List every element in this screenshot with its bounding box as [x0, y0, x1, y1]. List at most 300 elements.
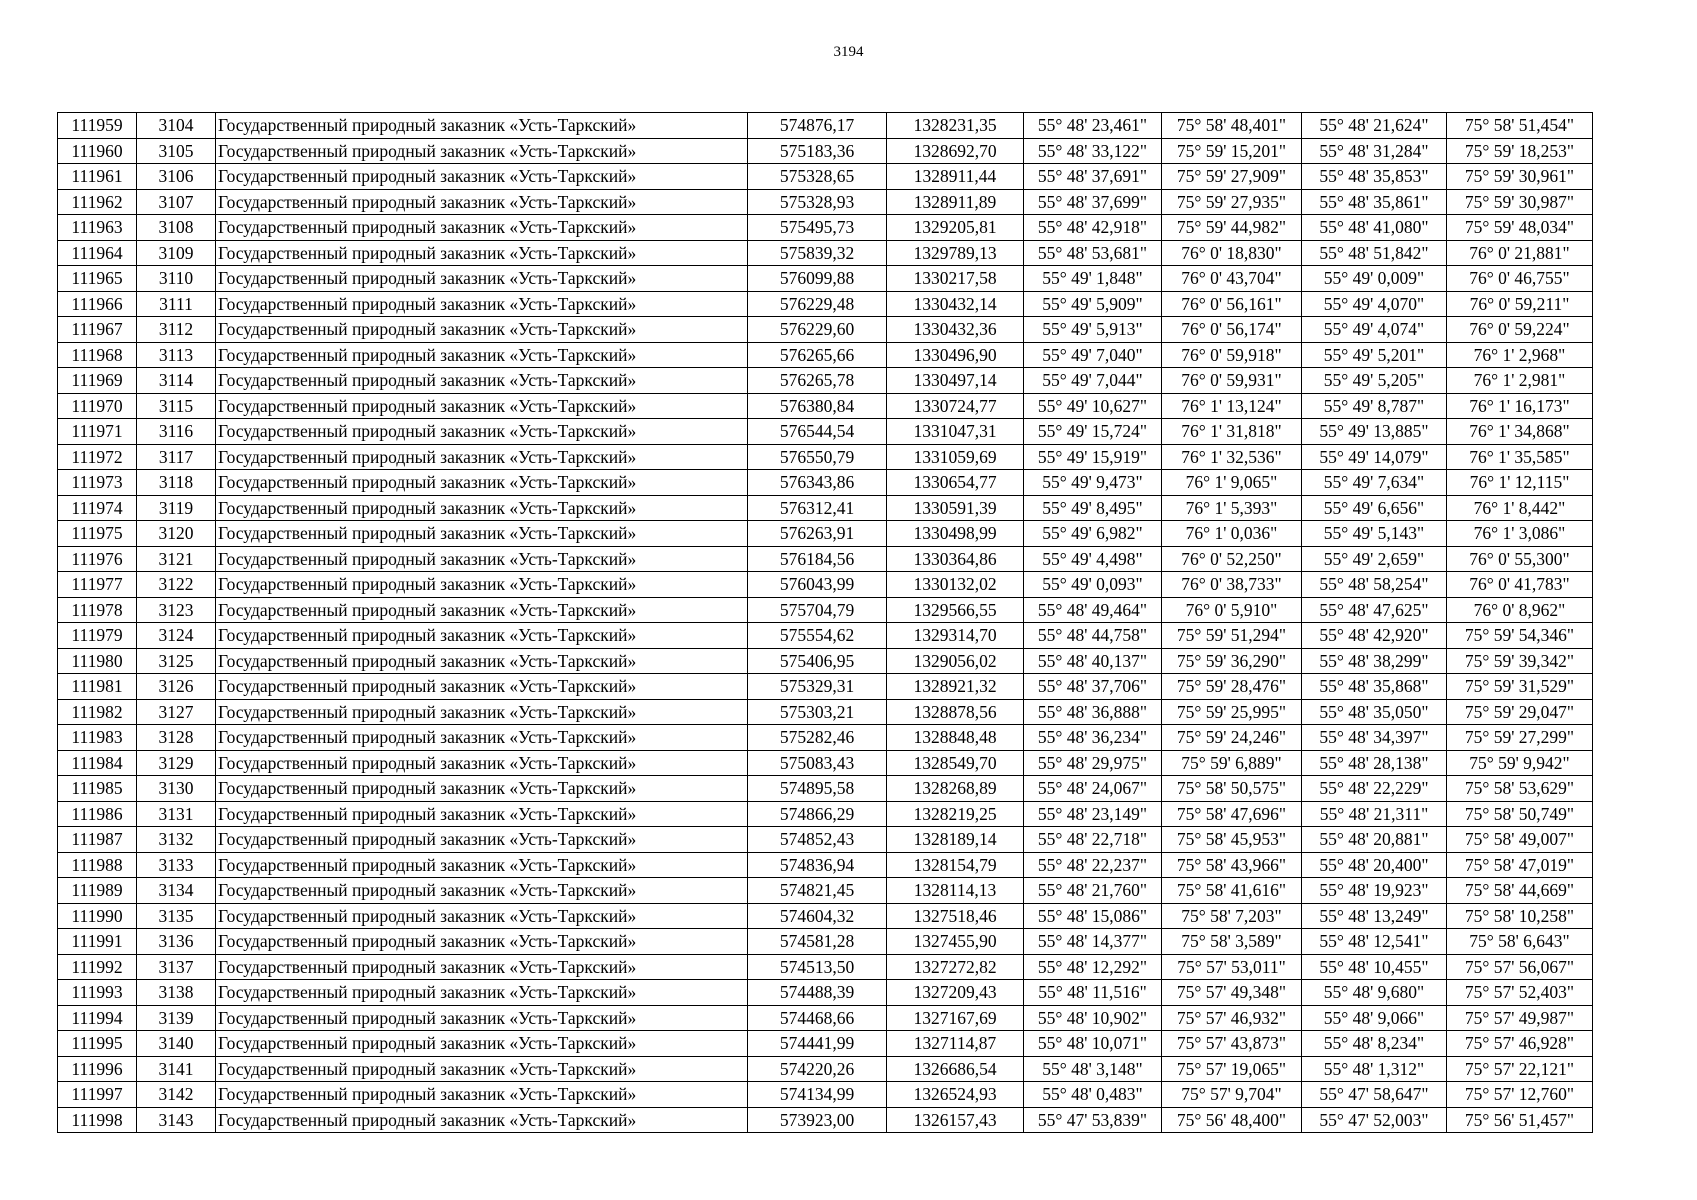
- longitude-1-cell: 76° 1' 0,036": [1162, 521, 1302, 547]
- row-id-cell: 111962: [58, 189, 137, 215]
- latitude-1-cell: 55° 48' 10,902": [1024, 1005, 1162, 1031]
- point-number-cell: 3131: [137, 801, 216, 827]
- table-row: [58, 1107, 1593, 1133]
- row-id-cell: 111973: [58, 470, 137, 496]
- y-coordinate-cell: 1329205,81: [887, 215, 1024, 241]
- object-name-cell: Государственный природный заказник «Усть-Таркский»: [216, 1107, 748, 1133]
- object-name-cell: Государственный природный заказник «Усть-Таркский»: [216, 419, 748, 445]
- object-name-cell: Государственный природный заказник «Усть-Таркский»: [216, 215, 748, 241]
- latitude-1-cell: 55° 49' 7,040": [1024, 342, 1162, 368]
- y-coordinate-cell: 1328268,89: [887, 776, 1024, 802]
- point-number-cell: 3115: [137, 393, 216, 419]
- latitude-1-cell: 55° 49' 6,982": [1024, 521, 1162, 547]
- table-row: [58, 138, 1593, 164]
- row-id-cell: 111961: [58, 164, 137, 190]
- longitude-1-cell: 75° 59' 6,889": [1162, 750, 1302, 776]
- latitude-1-cell: 55° 48' 14,377": [1024, 929, 1162, 955]
- x-coordinate-cell: 576265,66: [748, 342, 887, 368]
- y-coordinate-cell: 1330654,77: [887, 470, 1024, 496]
- latitude-2-cell: 55° 48' 42,920": [1302, 623, 1447, 649]
- row-id-cell: 111996: [58, 1056, 137, 1082]
- y-coordinate-cell: 1330591,39: [887, 495, 1024, 521]
- longitude-1-cell: 75° 59' 44,982": [1162, 215, 1302, 241]
- latitude-2-cell: 55° 48' 41,080": [1302, 215, 1447, 241]
- x-coordinate-cell: 576184,56: [748, 546, 887, 572]
- x-coordinate-cell: 576550,79: [748, 444, 887, 470]
- point-number-cell: 3108: [137, 215, 216, 241]
- row-id-cell: 111991: [58, 929, 137, 955]
- latitude-1-cell: 55° 48' 42,918": [1024, 215, 1162, 241]
- longitude-1-cell: 75° 58' 3,589": [1162, 929, 1302, 955]
- object-name-cell: Государственный природный заказник «Усть-Таркский»: [216, 113, 748, 139]
- longitude-1-cell: 75° 59' 24,246": [1162, 725, 1302, 751]
- longitude-2-cell: 76° 1' 2,981": [1447, 368, 1593, 394]
- point-number-cell: 3120: [137, 521, 216, 547]
- table-row: [58, 801, 1593, 827]
- latitude-1-cell: 55° 48' 3,148": [1024, 1056, 1162, 1082]
- latitude-2-cell: 55° 49' 7,634": [1302, 470, 1447, 496]
- row-id-cell: 111963: [58, 215, 137, 241]
- longitude-2-cell: 76° 1' 12,115": [1447, 470, 1593, 496]
- latitude-2-cell: 55° 48' 31,284": [1302, 138, 1447, 164]
- longitude-1-cell: 76° 0' 38,733": [1162, 572, 1302, 598]
- latitude-2-cell: 55° 48' 10,455": [1302, 954, 1447, 980]
- longitude-2-cell: 75° 59' 18,253": [1447, 138, 1593, 164]
- y-coordinate-cell: 1326524,93: [887, 1082, 1024, 1108]
- longitude-2-cell: 75° 58' 53,629": [1447, 776, 1593, 802]
- y-coordinate-cell: 1328549,70: [887, 750, 1024, 776]
- y-coordinate-cell: 1329314,70: [887, 623, 1024, 649]
- x-coordinate-cell: 574604,32: [748, 903, 887, 929]
- point-number-cell: 3118: [137, 470, 216, 496]
- row-id-cell: 111990: [58, 903, 137, 929]
- latitude-2-cell: 55° 48' 9,066": [1302, 1005, 1447, 1031]
- longitude-2-cell: 76° 1' 34,868": [1447, 419, 1593, 445]
- object-name-cell: Государственный природный заказник «Усть-Таркский»: [216, 750, 748, 776]
- longitude-2-cell: 75° 58' 51,454": [1447, 113, 1593, 139]
- row-id-cell: 111994: [58, 1005, 137, 1031]
- point-number-cell: 3105: [137, 138, 216, 164]
- point-number-cell: 3107: [137, 189, 216, 215]
- row-id-cell: 111974: [58, 495, 137, 521]
- y-coordinate-cell: 1330498,99: [887, 521, 1024, 547]
- table-row: [58, 954, 1593, 980]
- longitude-2-cell: 76° 1' 16,173": [1447, 393, 1593, 419]
- point-number-cell: 3142: [137, 1082, 216, 1108]
- table-row: [58, 623, 1593, 649]
- longitude-1-cell: 76° 1' 31,818": [1162, 419, 1302, 445]
- longitude-1-cell: 75° 57' 46,932": [1162, 1005, 1302, 1031]
- latitude-1-cell: 55° 48' 37,706": [1024, 674, 1162, 700]
- longitude-2-cell: 75° 59' 48,034": [1447, 215, 1593, 241]
- longitude-2-cell: 75° 57' 56,067": [1447, 954, 1593, 980]
- table-body: [58, 113, 1593, 1133]
- latitude-1-cell: 55° 49' 10,627": [1024, 393, 1162, 419]
- y-coordinate-cell: 1328154,79: [887, 852, 1024, 878]
- latitude-1-cell: 55° 48' 22,237": [1024, 852, 1162, 878]
- longitude-1-cell: 75° 58' 41,616": [1162, 878, 1302, 904]
- point-number-cell: 3139: [137, 1005, 216, 1031]
- point-number-cell: 3129: [137, 750, 216, 776]
- latitude-2-cell: 55° 49' 5,205": [1302, 368, 1447, 394]
- row-id-cell: 111982: [58, 699, 137, 725]
- object-name-cell: Государственный природный заказник «Усть-Таркский»: [216, 878, 748, 904]
- longitude-2-cell: 76° 0' 46,755": [1447, 266, 1593, 292]
- object-name-cell: Государственный природный заказник «Усть-Таркский»: [216, 393, 748, 419]
- point-number-cell: 3121: [137, 546, 216, 572]
- latitude-2-cell: 55° 47' 58,647": [1302, 1082, 1447, 1108]
- table-row: [58, 291, 1593, 317]
- latitude-2-cell: 55° 48' 38,299": [1302, 648, 1447, 674]
- row-id-cell: 111967: [58, 317, 137, 343]
- x-coordinate-cell: 574836,94: [748, 852, 887, 878]
- x-coordinate-cell: 575282,46: [748, 725, 887, 751]
- latitude-1-cell: 55° 48' 23,461": [1024, 113, 1162, 139]
- x-coordinate-cell: 576265,78: [748, 368, 887, 394]
- y-coordinate-cell: 1328921,32: [887, 674, 1024, 700]
- x-coordinate-cell: 576229,48: [748, 291, 887, 317]
- object-name-cell: Государственный природный заказник «Усть-Таркский»: [216, 189, 748, 215]
- row-id-cell: 111972: [58, 444, 137, 470]
- longitude-1-cell: 76° 0' 43,704": [1162, 266, 1302, 292]
- object-name-cell: Государственный природный заказник «Усть-Таркский»: [216, 597, 748, 623]
- y-coordinate-cell: 1328692,70: [887, 138, 1024, 164]
- object-name-cell: Государственный природный заказник «Усть-Таркский»: [216, 368, 748, 394]
- row-id-cell: 111970: [58, 393, 137, 419]
- y-coordinate-cell: 1328114,13: [887, 878, 1024, 904]
- point-number-cell: 3116: [137, 419, 216, 445]
- longitude-2-cell: 75° 58' 47,019": [1447, 852, 1593, 878]
- longitude-2-cell: 76° 1' 8,442": [1447, 495, 1593, 521]
- latitude-2-cell: 55° 48' 28,138": [1302, 750, 1447, 776]
- row-id-cell: 111998: [58, 1107, 137, 1133]
- x-coordinate-cell: 575328,65: [748, 164, 887, 190]
- x-coordinate-cell: 574468,66: [748, 1005, 887, 1031]
- longitude-1-cell: 76° 0' 18,830": [1162, 240, 1302, 266]
- table-row: [58, 903, 1593, 929]
- longitude-1-cell: 76° 1' 9,065": [1162, 470, 1302, 496]
- longitude-2-cell: 75° 58' 6,643": [1447, 929, 1593, 955]
- longitude-1-cell: 75° 59' 25,995": [1162, 699, 1302, 725]
- table-row: [58, 750, 1593, 776]
- latitude-1-cell: 55° 48' 0,483": [1024, 1082, 1162, 1108]
- point-number-cell: 3104: [137, 113, 216, 139]
- table-row: [58, 546, 1593, 572]
- object-name-cell: Государственный природный заказник «Усть-Таркский»: [216, 1056, 748, 1082]
- object-name-cell: Государственный природный заказник «Усть-Таркский»: [216, 699, 748, 725]
- longitude-2-cell: 75° 58' 10,258": [1447, 903, 1593, 929]
- object-name-cell: Государственный природный заказник «Усть-Таркский»: [216, 954, 748, 980]
- longitude-1-cell: 75° 57' 43,873": [1162, 1031, 1302, 1057]
- longitude-1-cell: 75° 58' 45,953": [1162, 827, 1302, 853]
- object-name-cell: Государственный природный заказник «Усть-Таркский»: [216, 521, 748, 547]
- row-id-cell: 111977: [58, 572, 137, 598]
- latitude-1-cell: 55° 48' 37,699": [1024, 189, 1162, 215]
- latitude-1-cell: 55° 48' 29,975": [1024, 750, 1162, 776]
- point-number-cell: 3109: [137, 240, 216, 266]
- longitude-1-cell: 75° 59' 15,201": [1162, 138, 1302, 164]
- row-id-cell: 111989: [58, 878, 137, 904]
- point-number-cell: 3130: [137, 776, 216, 802]
- latitude-2-cell: 55° 48' 12,541": [1302, 929, 1447, 955]
- latitude-2-cell: 55° 49' 4,074": [1302, 317, 1447, 343]
- longitude-1-cell: 75° 57' 49,348": [1162, 980, 1302, 1006]
- object-name-cell: Государственный природный заказник «Усть-Таркский»: [216, 317, 748, 343]
- point-number-cell: 3117: [137, 444, 216, 470]
- x-coordinate-cell: 574220,26: [748, 1056, 887, 1082]
- x-coordinate-cell: 576263,91: [748, 521, 887, 547]
- longitude-1-cell: 75° 58' 43,966": [1162, 852, 1302, 878]
- point-number-cell: 3127: [137, 699, 216, 725]
- point-number-cell: 3137: [137, 954, 216, 980]
- table-row: [58, 495, 1593, 521]
- longitude-2-cell: 75° 59' 27,299": [1447, 725, 1593, 751]
- x-coordinate-cell: 573923,00: [748, 1107, 887, 1133]
- longitude-2-cell: 75° 59' 30,987": [1447, 189, 1593, 215]
- table-row: [58, 852, 1593, 878]
- point-number-cell: 3140: [137, 1031, 216, 1057]
- latitude-2-cell: 55° 49' 5,201": [1302, 342, 1447, 368]
- latitude-1-cell: 55° 47' 53,839": [1024, 1107, 1162, 1133]
- point-number-cell: 3123: [137, 597, 216, 623]
- point-number-cell: 3122: [137, 572, 216, 598]
- object-name-cell: Государственный природный заказник «Усть-Таркский»: [216, 138, 748, 164]
- x-coordinate-cell: 575839,32: [748, 240, 887, 266]
- table-row: [58, 419, 1593, 445]
- row-id-cell: 111995: [58, 1031, 137, 1057]
- latitude-1-cell: 55° 49' 5,909": [1024, 291, 1162, 317]
- object-name-cell: Государственный природный заказник «Усть-Таркский»: [216, 1031, 748, 1057]
- x-coordinate-cell: 576380,84: [748, 393, 887, 419]
- y-coordinate-cell: 1329566,55: [887, 597, 1024, 623]
- table-row: [58, 240, 1593, 266]
- table-row: [58, 725, 1593, 751]
- longitude-1-cell: 76° 1' 5,393": [1162, 495, 1302, 521]
- object-name-cell: Государственный природный заказник «Усть-Таркский»: [216, 1005, 748, 1031]
- longitude-2-cell: 75° 59' 39,342": [1447, 648, 1593, 674]
- row-id-cell: 111983: [58, 725, 137, 751]
- row-id-cell: 111993: [58, 980, 137, 1006]
- table-row: [58, 368, 1593, 394]
- table-row: [58, 699, 1593, 725]
- latitude-1-cell: 55° 48' 15,086": [1024, 903, 1162, 929]
- x-coordinate-cell: 574821,45: [748, 878, 887, 904]
- latitude-2-cell: 55° 49' 14,079": [1302, 444, 1447, 470]
- x-coordinate-cell: 574581,28: [748, 929, 887, 955]
- point-number-cell: 3113: [137, 342, 216, 368]
- y-coordinate-cell: 1328219,25: [887, 801, 1024, 827]
- longitude-2-cell: 75° 57' 52,403": [1447, 980, 1593, 1006]
- latitude-1-cell: 55° 49' 0,093": [1024, 572, 1162, 598]
- row-id-cell: 111987: [58, 827, 137, 853]
- row-id-cell: 111971: [58, 419, 137, 445]
- longitude-1-cell: 75° 59' 27,909": [1162, 164, 1302, 190]
- latitude-2-cell: 55° 48' 35,861": [1302, 189, 1447, 215]
- longitude-1-cell: 76° 0' 59,918": [1162, 342, 1302, 368]
- latitude-1-cell: 55° 48' 37,691": [1024, 164, 1162, 190]
- object-name-cell: Государственный природный заказник «Усть-Таркский»: [216, 648, 748, 674]
- point-number-cell: 3136: [137, 929, 216, 955]
- longitude-2-cell: 75° 58' 44,669": [1447, 878, 1593, 904]
- latitude-1-cell: 55° 48' 53,681": [1024, 240, 1162, 266]
- latitude-2-cell: 55° 49' 4,070": [1302, 291, 1447, 317]
- longitude-2-cell: 76° 0' 59,211": [1447, 291, 1593, 317]
- longitude-1-cell: 75° 59' 27,935": [1162, 189, 1302, 215]
- y-coordinate-cell: 1330217,58: [887, 266, 1024, 292]
- row-id-cell: 111966: [58, 291, 137, 317]
- y-coordinate-cell: 1327209,43: [887, 980, 1024, 1006]
- longitude-1-cell: 75° 59' 36,290": [1162, 648, 1302, 674]
- object-name-cell: Государственный природный заказник «Усть-Таркский»: [216, 827, 748, 853]
- longitude-2-cell: 76° 0' 41,783": [1447, 572, 1593, 598]
- latitude-2-cell: 55° 48' 21,624": [1302, 113, 1447, 139]
- longitude-2-cell: 76° 1' 2,968": [1447, 342, 1593, 368]
- longitude-2-cell: 75° 59' 31,529": [1447, 674, 1593, 700]
- object-name-cell: Государственный природный заказник «Усть-Таркский»: [216, 495, 748, 521]
- latitude-1-cell: 55° 48' 24,067": [1024, 776, 1162, 802]
- latitude-1-cell: 55° 49' 15,919": [1024, 444, 1162, 470]
- latitude-2-cell: 55° 48' 8,234": [1302, 1031, 1447, 1057]
- row-id-cell: 111980: [58, 648, 137, 674]
- row-id-cell: 111959: [58, 113, 137, 139]
- point-number-cell: 3124: [137, 623, 216, 649]
- longitude-1-cell: 75° 58' 48,401": [1162, 113, 1302, 139]
- y-coordinate-cell: 1328189,14: [887, 827, 1024, 853]
- y-coordinate-cell: 1330497,14: [887, 368, 1024, 394]
- x-coordinate-cell: 575406,95: [748, 648, 887, 674]
- object-name-cell: Государственный природный заказник «Усть-Таркский»: [216, 266, 748, 292]
- longitude-2-cell: 76° 0' 21,881": [1447, 240, 1593, 266]
- table-row: [58, 776, 1593, 802]
- object-name-cell: Государственный природный заказник «Усть-Таркский»: [216, 342, 748, 368]
- row-id-cell: 111979: [58, 623, 137, 649]
- object-name-cell: Государственный природный заказник «Усть-Таркский»: [216, 623, 748, 649]
- table-row: [58, 648, 1593, 674]
- x-coordinate-cell: 574513,50: [748, 954, 887, 980]
- y-coordinate-cell: 1330364,86: [887, 546, 1024, 572]
- table-row: [58, 521, 1593, 547]
- x-coordinate-cell: 574488,39: [748, 980, 887, 1006]
- longitude-2-cell: 75° 57' 12,760": [1447, 1082, 1593, 1108]
- latitude-2-cell: 55° 49' 0,009": [1302, 266, 1447, 292]
- point-number-cell: 3132: [137, 827, 216, 853]
- longitude-1-cell: 76° 0' 56,174": [1162, 317, 1302, 343]
- row-id-cell: 111969: [58, 368, 137, 394]
- row-id-cell: 111960: [58, 138, 137, 164]
- object-name-cell: Государственный природный заказник «Усть-Таркский»: [216, 470, 748, 496]
- latitude-2-cell: 55° 48' 22,229": [1302, 776, 1447, 802]
- x-coordinate-cell: 574852,43: [748, 827, 887, 853]
- latitude-1-cell: 55° 49' 9,473": [1024, 470, 1162, 496]
- latitude-1-cell: 55° 49' 5,913": [1024, 317, 1162, 343]
- latitude-2-cell: 55° 48' 13,249": [1302, 903, 1447, 929]
- latitude-1-cell: 55° 48' 22,718": [1024, 827, 1162, 853]
- longitude-2-cell: 76° 1' 35,585": [1447, 444, 1593, 470]
- longitude-1-cell: 75° 56' 48,400": [1162, 1107, 1302, 1133]
- table-row: [58, 342, 1593, 368]
- longitude-1-cell: 75° 59' 51,294": [1162, 623, 1302, 649]
- latitude-2-cell: 55° 49' 2,659": [1302, 546, 1447, 572]
- y-coordinate-cell: 1330432,36: [887, 317, 1024, 343]
- y-coordinate-cell: 1328848,48: [887, 725, 1024, 751]
- latitude-2-cell: 55° 48' 35,050": [1302, 699, 1447, 725]
- table-row: [58, 1082, 1593, 1108]
- point-number-cell: 3106: [137, 164, 216, 190]
- x-coordinate-cell: 575303,21: [748, 699, 887, 725]
- table-row: [58, 113, 1593, 139]
- y-coordinate-cell: 1329056,02: [887, 648, 1024, 674]
- row-id-cell: 111988: [58, 852, 137, 878]
- y-coordinate-cell: 1331059,69: [887, 444, 1024, 470]
- point-number-cell: 3114: [137, 368, 216, 394]
- y-coordinate-cell: 1330432,14: [887, 291, 1024, 317]
- longitude-1-cell: 76° 0' 59,931": [1162, 368, 1302, 394]
- page-number: 3194: [833, 44, 864, 60]
- longitude-1-cell: 75° 57' 9,704": [1162, 1082, 1302, 1108]
- x-coordinate-cell: 575328,93: [748, 189, 887, 215]
- longitude-1-cell: 75° 59' 28,476": [1162, 674, 1302, 700]
- latitude-1-cell: 55° 48' 11,516": [1024, 980, 1162, 1006]
- latitude-1-cell: 55° 48' 10,071": [1024, 1031, 1162, 1057]
- latitude-2-cell: 55° 49' 5,143": [1302, 521, 1447, 547]
- table-row: [58, 827, 1593, 853]
- longitude-2-cell: 75° 59' 30,961": [1447, 164, 1593, 190]
- y-coordinate-cell: 1327167,69: [887, 1005, 1024, 1031]
- x-coordinate-cell: 576229,60: [748, 317, 887, 343]
- latitude-2-cell: 55° 47' 52,003": [1302, 1107, 1447, 1133]
- table-row: [58, 878, 1593, 904]
- table-row: [58, 929, 1593, 955]
- table-row: [58, 1005, 1593, 1031]
- point-number-cell: 3128: [137, 725, 216, 751]
- longitude-2-cell: 75° 57' 22,121": [1447, 1056, 1593, 1082]
- latitude-2-cell: 55° 48' 51,842": [1302, 240, 1447, 266]
- point-number-cell: 3111: [137, 291, 216, 317]
- longitude-1-cell: 75° 57' 19,065": [1162, 1056, 1302, 1082]
- table-row: [58, 1056, 1593, 1082]
- row-id-cell: 111981: [58, 674, 137, 700]
- latitude-1-cell: 55° 48' 12,292": [1024, 954, 1162, 980]
- y-coordinate-cell: 1327518,46: [887, 903, 1024, 929]
- y-coordinate-cell: 1328878,56: [887, 699, 1024, 725]
- point-number-cell: 3138: [137, 980, 216, 1006]
- point-number-cell: 3135: [137, 903, 216, 929]
- x-coordinate-cell: 575495,73: [748, 215, 887, 241]
- y-coordinate-cell: 1331047,31: [887, 419, 1024, 445]
- longitude-1-cell: 75° 58' 47,696": [1162, 801, 1302, 827]
- longitude-2-cell: 75° 57' 46,928": [1447, 1031, 1593, 1057]
- object-name-cell: Государственный природный заказник «Усть-Таркский»: [216, 546, 748, 572]
- latitude-1-cell: 55° 48' 40,137": [1024, 648, 1162, 674]
- latitude-2-cell: 55° 48' 58,254": [1302, 572, 1447, 598]
- row-id-cell: 111985: [58, 776, 137, 802]
- latitude-1-cell: 55° 49' 8,495": [1024, 495, 1162, 521]
- object-name-cell: Государственный природный заказник «Усть-Таркский»: [216, 801, 748, 827]
- latitude-1-cell: 55° 48' 36,234": [1024, 725, 1162, 751]
- latitude-1-cell: 55° 48' 21,760": [1024, 878, 1162, 904]
- row-id-cell: 111976: [58, 546, 137, 572]
- y-coordinate-cell: 1327272,82: [887, 954, 1024, 980]
- latitude-1-cell: 55° 49' 15,724": [1024, 419, 1162, 445]
- y-coordinate-cell: 1326157,43: [887, 1107, 1024, 1133]
- row-id-cell: 111992: [58, 954, 137, 980]
- x-coordinate-cell: 574441,99: [748, 1031, 887, 1057]
- longitude-2-cell: 75° 58' 50,749": [1447, 801, 1593, 827]
- point-number-cell: 3141: [137, 1056, 216, 1082]
- point-number-cell: 3126: [137, 674, 216, 700]
- table-row: [58, 215, 1593, 241]
- y-coordinate-cell: 1329789,13: [887, 240, 1024, 266]
